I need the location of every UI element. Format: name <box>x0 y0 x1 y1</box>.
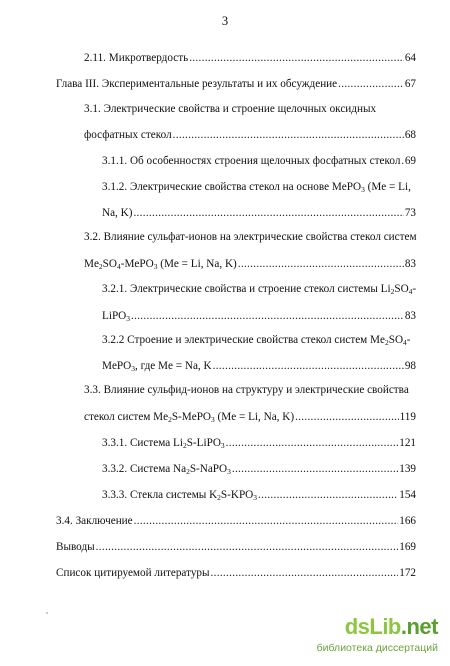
toc-entry-3-2-1 <box>102 307 416 323</box>
toc-entry-page: 166 <box>399 515 416 527</box>
toc-leader-dots <box>211 566 399 580</box>
toc-entry-title: фосфатных стекол <box>84 129 172 141</box>
toc-entry-title: Список цитируемой литературы <box>56 567 210 579</box>
toc-leader-dots <box>295 410 399 424</box>
toc-entry-3-3-3 <box>102 486 416 502</box>
toc-leader-dots <box>232 462 398 476</box>
toc-entry-page: 69 <box>404 155 416 167</box>
scan-speck <box>46 612 48 614</box>
logo-text-domain: .net <box>400 614 438 639</box>
toc-leader-dots <box>189 51 404 65</box>
page-number: 3 <box>221 14 229 28</box>
toc-leader-dots <box>226 436 399 450</box>
toc-entry-3-2-1-line1: 3.2.1. Электрические свойства и строение стекол системы $Li_2SO_4-$ <box>102 283 417 296</box>
toc-entry-references <box>56 564 416 580</box>
toc-entry-title: $Me_2SO_4-MePO_3$ (Me = Li, Na, K) <box>84 258 237 271</box>
toc-leader-dots <box>338 77 404 91</box>
toc-entry-page: 73 <box>404 207 416 219</box>
toc-entry-page: 67 <box>404 78 416 90</box>
toc-entry-title: Na, K) <box>102 207 133 219</box>
toc-entry-title: MePO$_3$, где Me = Na, K <box>102 360 212 373</box>
toc-entry-title: стекол систем $Me_2S-MePO_3$ (Me = Li, Na, K) <box>84 411 295 424</box>
toc-entry-title: 3.4. Заключение <box>56 515 133 527</box>
toc-entry-title: 3.3.3. Стекла системы $K_2S-KPO_3$ <box>102 489 257 502</box>
toc-entry-title: Глава III. Экспериментальные результаты и их обсуждение <box>56 78 338 90</box>
toc-entry-page: 83 <box>404 310 416 322</box>
toc-entry-3-1-2 <box>102 204 416 220</box>
toc-leader-dots <box>401 154 403 168</box>
toc-leader-dots <box>258 488 398 502</box>
dslib-watermark <box>302 614 442 660</box>
logo-text-main: dsLib <box>344 614 401 639</box>
toc-entry-page: 139 <box>399 463 416 475</box>
toc-entry-page: 98 <box>404 360 416 372</box>
toc-entry-title: 3.1.1. Об особенностях строения щелочных фосфатных стекол <box>102 155 401 167</box>
toc-entry-page: 119 <box>399 411 416 423</box>
toc-entry-page: 172 <box>399 567 416 579</box>
toc-entry-page: 121 <box>399 437 416 449</box>
toc-entry-page: 154 <box>399 489 416 501</box>
toc-entry-page: 169 <box>399 541 416 553</box>
watermark-subtitle: библиотека диссертаций <box>316 642 438 654</box>
toc-entry-title: LiPO$_3$ <box>102 310 130 323</box>
toc-leader-dots <box>134 514 399 528</box>
toc-entry-title: 2.11. Микротвердость <box>84 52 189 64</box>
toc-entry-3-1-2-line1: 3.1.2. Электрические свойства стекол на основе MePO$_3$ (Me = Li, <box>102 181 411 194</box>
toc-entry-3-1 <box>84 126 416 142</box>
toc-entry-page: 83 <box>404 258 416 270</box>
toc-entry-page: 64 <box>404 52 416 64</box>
toc-entry-page: 68 <box>404 129 416 141</box>
toc-entry-3-1-1 <box>102 152 416 168</box>
toc-entry-3-1-line1: 3.1. Электрические свойства и строение щелочных оксидных <box>84 103 377 115</box>
toc-leader-dots <box>133 206 403 220</box>
toc-entry-3-4 <box>56 512 416 528</box>
toc-entry-3-3-1 <box>102 434 416 450</box>
toc-entry-3-3-2 <box>102 460 416 476</box>
dslib-logo <box>345 614 438 640</box>
toc-entry-title: 3.3.1. Система $Li_2S-LiPO_3$ <box>102 437 225 450</box>
toc-leader-dots <box>238 257 404 271</box>
toc-entry-3-3-line1: 3.3. Влияние сульфид-ионов на структуру и электрические свойства <box>84 384 409 396</box>
toc-entry-3-2 <box>84 255 416 271</box>
toc-entry-3-2-2-line1: 3.2.2 Строение и электрические свойства стекол систем $Me_2SO_4-$ <box>102 334 411 347</box>
toc-entry-2-11 <box>84 49 416 65</box>
toc-entry-title: 3.3.2. Система $Na_2S-NaPO_3$ <box>102 463 231 476</box>
toc-entry-3-3 <box>84 408 416 424</box>
toc-entry-3-2-line1: 3.2. Влияние сульфат-ионов на электрические свойства стекол систем <box>84 231 417 243</box>
toc-leader-dots <box>131 309 404 323</box>
toc-entry-chapter-3 <box>56 75 416 91</box>
toc-leader-dots <box>96 540 399 554</box>
toc-entry-conclusions <box>56 538 416 554</box>
toc-leader-dots <box>173 128 404 142</box>
toc-entry-3-2-2 <box>102 357 416 373</box>
toc-leader-dots <box>213 359 404 373</box>
toc-entry-title: Выводы <box>56 541 95 553</box>
